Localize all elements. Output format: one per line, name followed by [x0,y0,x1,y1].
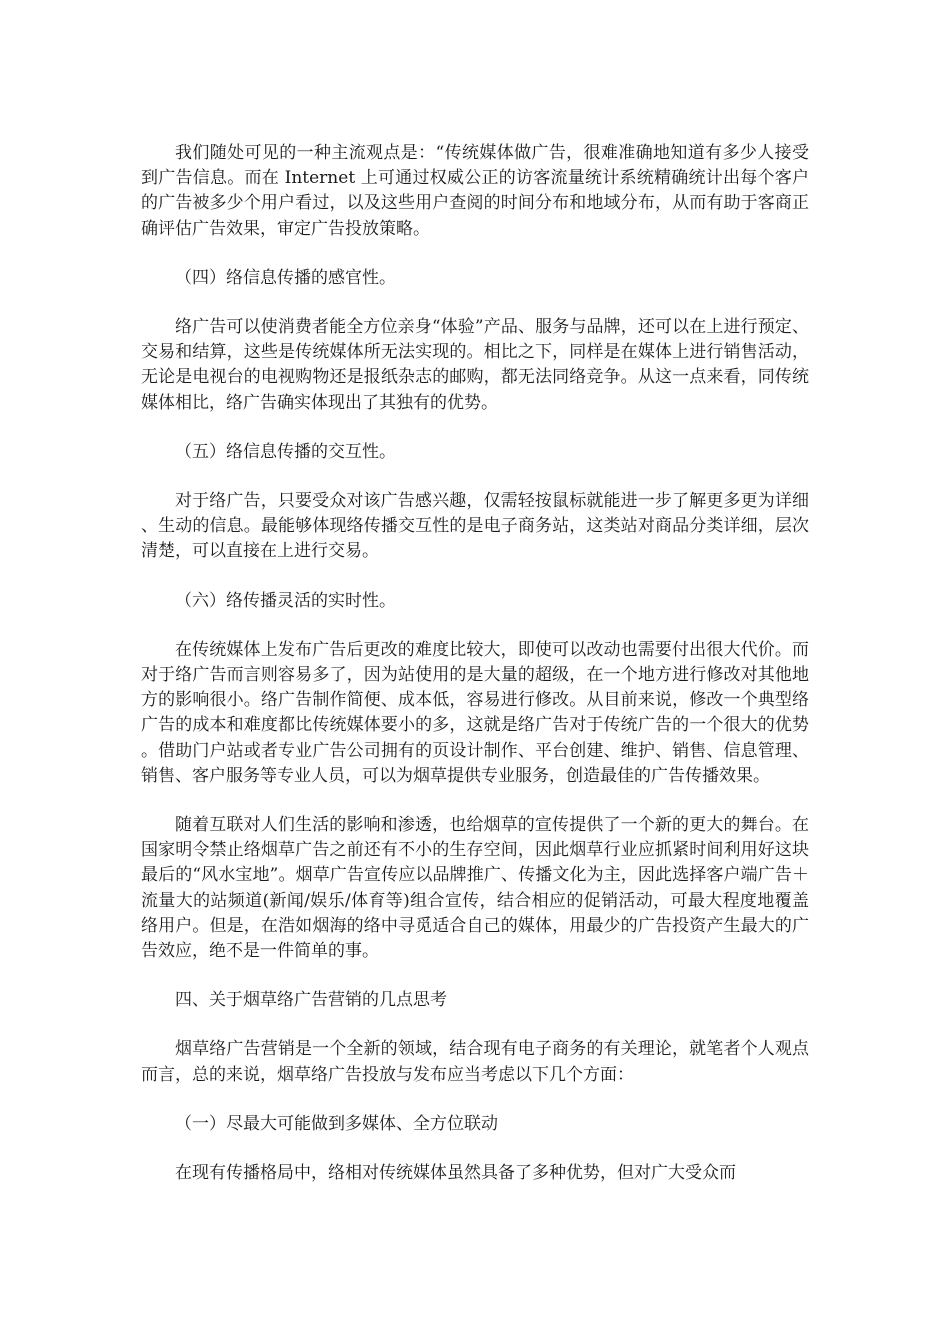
heading-point-1-multimedia: （一）尽最大可能做到多媒体、全方位联动 [175,1113,498,1134]
heading-section-5-interactivity: （五）络信息传播的交互性。 [175,441,396,462]
heading-part-4-thoughts: 四、关于烟草络广告营销的几点思考 [175,990,447,1011]
paragraph-sensory: 络广告可以使消费者能全方位亲身“体验”产品、服务与品牌，还可以在上进行预定、交易和结算，这些是传统媒体所无法实现的。相比之下，同样是在媒体上进行销售活动，无论是电视台的电视购物还是报纸杂志的邮购，都无法同络竞争。从这一点来看，同传统媒体相比，络广告确实体现出了其独有的优势。 [141,317,809,413]
paragraph-tobacco-stage: 随着互联对人们生活的影响和渗透，也给烟草的宣传提供了一个新的更大的舞台。在国家明令禁止络烟草广告之前还有不小的生存空间，因此烟草行业应抓紧时间利用好这块最后的“风水宝地”。烟草广告宣传应以品牌推广、传播文化为主，因此选择客户端广告＋流量大的站频道(新闻/娱乐/体育等)组合宣传，结合相应的促销活动，可最大程度地覆盖络用户。但是，在浩如烟海的络中寻觅适合自己的媒体，用最少的广告投资产生最大的广告效应，绝不是一件简单的事。 [141,815,809,962]
heading-section-4-sensory: （四）络信息传播的感官性。 [175,267,396,288]
paragraph-realtime: 在传统媒体上发布广告后更改的难度比较大，即使可以改动也需要付出很大代价。而对于络广告而言则容易多了，因为站使用的是大量的超级，在一个地方进行修改对其他地方的影响很小。络广告制作简便、成本低，容易进行修改。从目前来说，修改一个典型络广告的成本和难度都比传统媒体要小的多，这就是络广告对于传统广告的一个很大的优势。借助门户站或者专业广告公司拥有的页设计制作、平台创建、维护、销售、信息管理、销售、客户服务等专业人员，可以为烟草提供专业服务，创造最佳的广告传播效果。 [141,639,809,786]
paragraph-audience-measurement: 我们随处可见的一种主流观点是：“传统媒体做广告，很难准确地知道有多少人接受到广告信息。而在 Internet 上可通过权威公正的访客流量统计系统精确统计出每个客户的广告被多少个用户看过，以及这些用户查阅的时间分布和地域分布，从而有助于客商正确评估广告效果，审定广告投放策略。 [141,143,809,239]
paragraph-interactivity: 对于络广告，只要受众对该广告感兴趣，仅需轻按鼠标就能进一步了解更多更为详细、生动的信息。最能够体现络传播交互性的是电子商务站，这类站对商品分类详细，层次清楚，可以直接在上进行交易。 [141,491,809,562]
paragraph-multimedia-start: 在现有传播格局中，络相对传统媒体虽然具备了多种优势，但对广大受众而 [175,1163,736,1184]
heading-section-6-realtime: （六）络传播灵活的实时性。 [175,590,396,611]
document-body [141,141,809,1210]
paragraph-thoughts-intro: 烟草络广告营销是一个全新的领域，结合现有电子商务的有关理论，就笔者个人观点而言，总的来说，烟草络广告投放与发布应当考虑以下几个方面： [141,1039,809,1085]
